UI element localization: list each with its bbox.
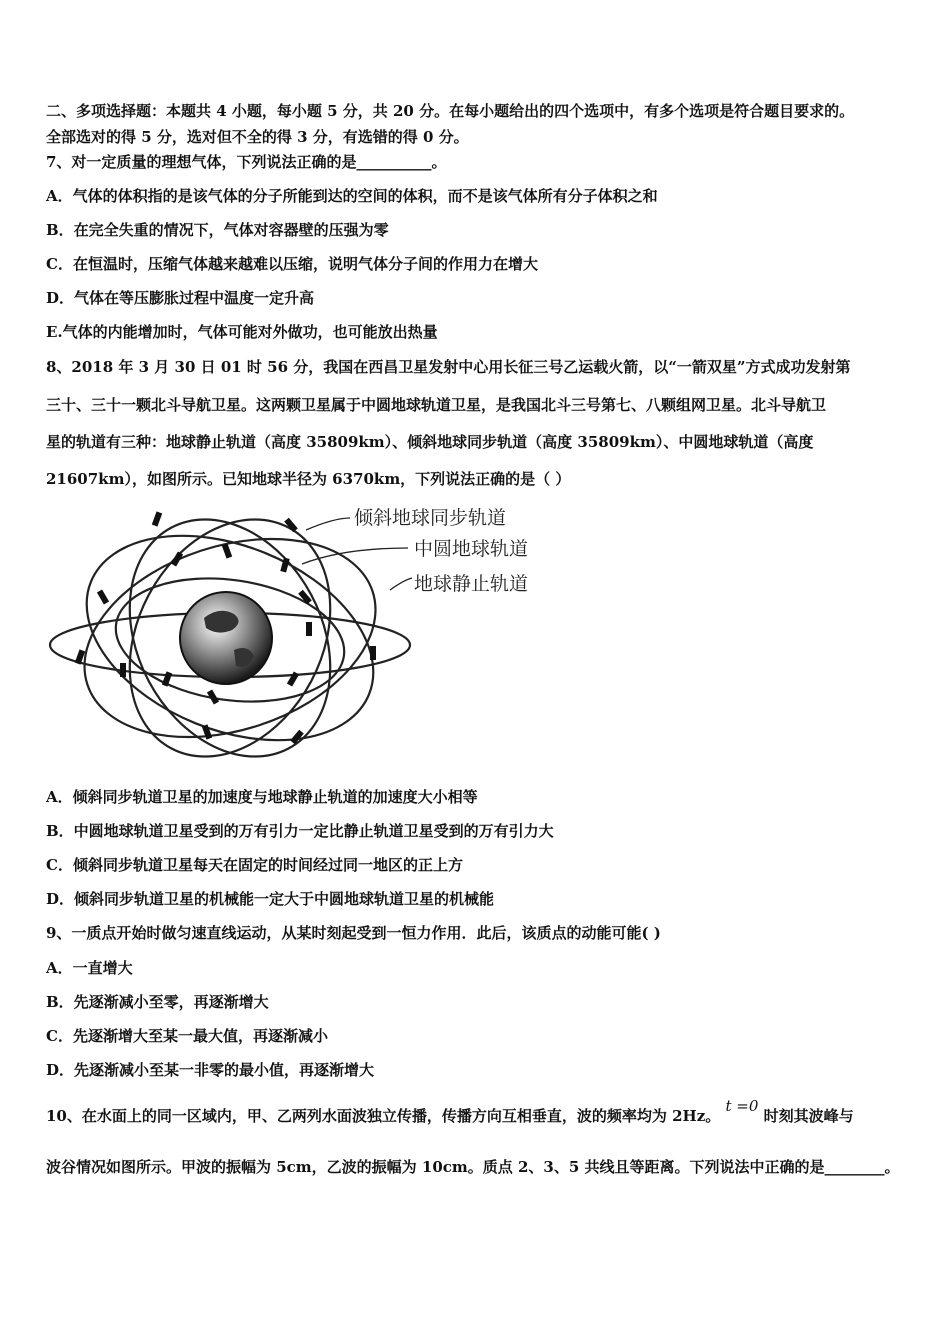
q8-stem-line1: 8、2018 年 3 月 30 日 01 时 56 分，我国在西昌卫星发射中心用长征三号乙运载火箭，以“一箭双星”方式成功发射第	[46, 358, 851, 376]
q9-option-d: D．先逐渐减小至某一非零的最小值，再逐渐增大	[46, 1061, 375, 1079]
section-header-line1: 二、多项选择题：本题共 4 小题，每小题 5 分，共 20 分。在每小题给出的四个选项中，有多个选项是符合题目要求的。	[46, 102, 855, 120]
q8-stem-line4: 21607km），如图所示。已知地球半径为 6370km，下列说法正确的是（ ）	[46, 470, 571, 488]
q7-option-d: D．气体在等压膨胀过程中温度一定升高	[46, 289, 315, 307]
figure-label-geo: 地球静止轨道	[414, 573, 529, 595]
q10-stem-line1	[46, 1097, 916, 1126]
q9-option-c: C．先逐渐增大至某一最大值，再逐渐减小	[46, 1027, 328, 1045]
q8-option-d: D．倾斜同步轨道卫星的机械能一定大于中圆地球轨道卫星的机械能	[46, 890, 495, 908]
q8-option-c: C．倾斜同步轨道卫星每天在固定的时间经过同一地区的正上方	[46, 856, 463, 874]
q10-formula: t =0	[725, 1097, 759, 1115]
q7-option-b: B．在完全失重的情况下，气体对容器壁的压强为零	[46, 221, 389, 239]
figure-label-meo: 中圆地球轨道	[414, 538, 529, 560]
q8-stem-line3: 星的轨道有三种：地球静止轨道（高度 35809km）、倾斜地球同步轨道（高度 35809km）、中圆地球轨道（高度	[46, 433, 814, 451]
figure-label-igso: 倾斜地球同步轨道	[354, 507, 507, 529]
q7-stem: 7、对一定质量的理想气体，下列说法正确的是__________。	[46, 153, 447, 171]
q9-option-b: B．先逐渐减小至零，再逐渐增大	[46, 993, 269, 1011]
q9-stem: 9、一质点开始时做匀速直线运动，从某时刻起受到一恒力作用．此后，该质点的动能可能( )	[46, 924, 661, 942]
earth-globe	[180, 592, 272, 684]
q8-option-a: A．倾斜同步轨道卫星的加速度与地球静止轨道的加速度大小相等	[46, 788, 478, 806]
q10-stem-part2: 时刻其波峰与	[763, 1107, 854, 1125]
q7-option-a: A．气体的体积指的是该气体的分子所能到达的空间的体积，而不是该气体所有分子体积之和	[46, 187, 658, 205]
q10-stem-line2: 波谷情况如图所示。甲波的振幅为 5cm，乙波的振幅为 10cm。质点 2、3、5 共线且等距离。下列说法中正确的是________。	[46, 1158, 900, 1176]
q9-option-a: A．一直增大	[46, 959, 133, 977]
section-header-line2: 全部选对的得 5 分，选对但不全的得 3 分，有选错的得 0 分。	[46, 128, 469, 146]
q10-stem-part1: 10、在水面上的同一区域内，甲、乙两列水面波独立传播，传播方向互相垂直，波的频率均为 2Hz。	[46, 1107, 721, 1125]
satellite-orbit-figure	[44, 500, 564, 765]
q8-stem-line2: 三十、三十一颗北斗导航卫星。这两颗卫星属于中圆地球轨道卫星，是我国北斗三号第七、八颗组网卫星。北斗导航卫	[46, 396, 827, 414]
q7-option-e: E.气体的内能增加时，气体可能对外做功，也可能放出热量	[46, 323, 438, 341]
q7-option-c: C．在恒温时，压缩气体越来越难以压缩，说明气体分子间的作用力在增大	[46, 255, 538, 273]
q8-option-b: B．中圆地球轨道卫星受到的万有引力一定比静止轨道卫星受到的万有引力大	[46, 822, 554, 840]
